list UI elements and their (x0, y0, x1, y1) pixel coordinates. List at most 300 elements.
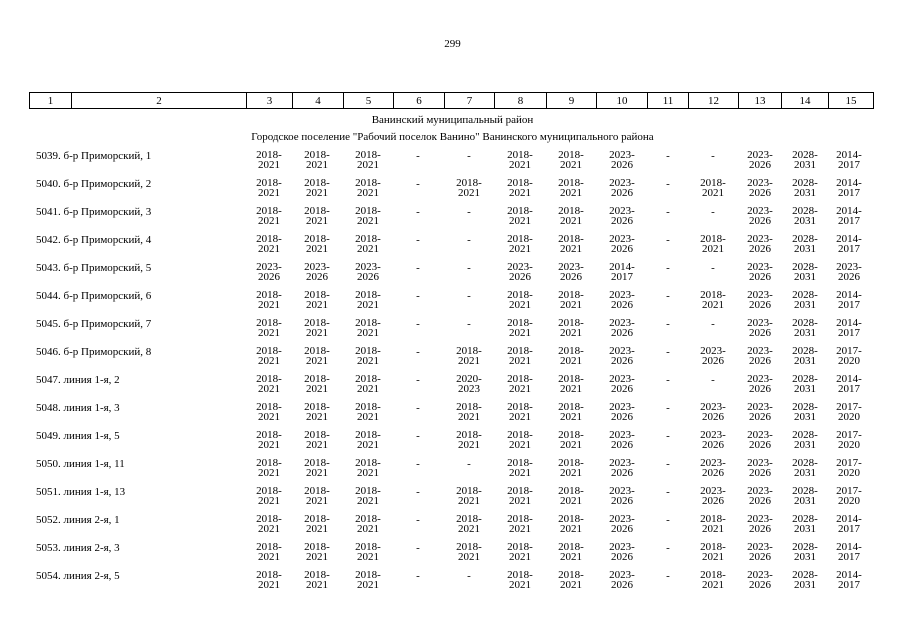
period-start: 2018- (558, 569, 584, 581)
period-start: 2018- (558, 457, 584, 469)
period-start: 2023- (747, 513, 773, 525)
cell-col-5 (346, 514, 390, 534)
period-start: 2028- (792, 289, 818, 301)
period-end: 2021 (458, 411, 480, 423)
period-start: 2018- (355, 401, 381, 413)
cell-col-7 (447, 150, 491, 162)
cell-col-6 (396, 262, 440, 274)
cell-col-10 (600, 402, 644, 422)
cell-col-3 (247, 570, 291, 590)
period-end: 2021 (509, 439, 531, 451)
row-number: 5054. (36, 570, 61, 582)
row-number: 5043. (36, 262, 61, 274)
period-start: 2017- (836, 429, 862, 441)
period-start: - (416, 486, 420, 498)
period-start: - (416, 346, 420, 358)
row-number: 5047. (36, 374, 61, 386)
period-start: 2023- (747, 261, 773, 273)
period-start: 2023- (747, 317, 773, 329)
cell-col-3 (247, 234, 291, 254)
row-name: б-р Приморский, 5 (63, 262, 152, 274)
cell-col-4 (295, 374, 339, 394)
cell-col-3 (247, 178, 291, 198)
cell-col-5 (346, 290, 390, 310)
header-col-5: 5 (344, 93, 394, 109)
period-start: - (416, 402, 420, 414)
period-end: 2026 (749, 159, 771, 171)
cell-col-12 (691, 150, 735, 162)
cell-col-13 (738, 206, 782, 226)
period-end: 2021 (306, 383, 328, 395)
period-end: 2021 (258, 439, 280, 451)
period-end: 2026 (838, 271, 860, 283)
period-end: 2021 (560, 215, 582, 227)
period-start: 2017- (836, 457, 862, 469)
period-end: 2026 (611, 355, 633, 367)
cell-col-5 (346, 374, 390, 394)
period-start: 2023- (609, 177, 635, 189)
cell-col-9 (549, 458, 593, 478)
cell-col-14 (783, 262, 827, 282)
period-start: 2018- (558, 177, 584, 189)
period-start: 2018- (558, 373, 584, 385)
period-start: 2018- (700, 541, 726, 553)
period-start: - (416, 150, 420, 162)
period-end: 2021 (306, 243, 328, 255)
cell-col-13 (738, 262, 782, 282)
cell-col-6 (396, 234, 440, 246)
period-start: 2014- (836, 205, 862, 217)
cell-col-8 (498, 430, 542, 450)
cell-col-8 (498, 402, 542, 422)
cell-col-3 (247, 514, 291, 534)
cell-col-6 (396, 486, 440, 498)
period-start: 2018- (355, 541, 381, 553)
period-end: 2021 (357, 243, 379, 255)
period-end: 2021 (357, 411, 379, 423)
row-name: б-р Приморский, 7 (63, 318, 152, 330)
cell-col-12 (691, 206, 735, 218)
row-address (36, 570, 120, 582)
cell-col-12 (691, 458, 735, 478)
period-start: 2018- (304, 289, 330, 301)
period-end: 2021 (258, 243, 280, 255)
period-start: 2014- (836, 317, 862, 329)
period-end: 2021 (560, 159, 582, 171)
cell-col-4 (295, 178, 339, 198)
period-start: - (416, 514, 420, 526)
period-start: 2018- (355, 429, 381, 441)
header-col-6: 6 (394, 93, 445, 109)
cell-col-13 (738, 430, 782, 450)
period-end: 2031 (794, 383, 816, 395)
cell-col-10 (600, 430, 644, 450)
period-end: 2026 (749, 383, 771, 395)
period-start: 2023- (609, 345, 635, 357)
period-start: 2018- (304, 513, 330, 525)
period-start: - (467, 206, 471, 218)
cell-col-8 (498, 486, 542, 506)
period-end: 2026 (702, 411, 724, 423)
cell-col-15 (827, 514, 871, 534)
row-address (36, 458, 125, 470)
period-start: - (416, 234, 420, 246)
period-end: 2031 (794, 495, 816, 507)
cell-col-11 (646, 486, 690, 498)
table-row (29, 374, 873, 402)
period-end: 2021 (509, 327, 531, 339)
period-start: - (711, 318, 715, 330)
cell-col-12 (691, 570, 735, 590)
period-start: 2017- (836, 485, 862, 497)
cell-col-10 (600, 290, 644, 310)
cell-col-15 (827, 206, 871, 226)
cell-col-11 (646, 178, 690, 190)
period-start: 2018- (256, 429, 282, 441)
period-end: 2017 (838, 551, 860, 563)
period-start: 2028- (792, 485, 818, 497)
cell-col-9 (549, 570, 593, 590)
period-end: 2017 (838, 579, 860, 591)
cell-col-3 (247, 402, 291, 422)
period-start: 2014- (836, 289, 862, 301)
period-start: 2018- (507, 317, 533, 329)
period-start: 2028- (792, 177, 818, 189)
period-start: - (711, 262, 715, 274)
cell-col-6 (396, 570, 440, 582)
period-start: 2018- (700, 513, 726, 525)
period-end: 2021 (458, 355, 480, 367)
period-start: 2018- (256, 541, 282, 553)
table-row (29, 402, 873, 430)
period-start: - (666, 262, 670, 274)
period-start: - (666, 318, 670, 330)
period-start: 2028- (792, 541, 818, 553)
period-end: 2021 (258, 215, 280, 227)
period-end: 2021 (306, 523, 328, 535)
cell-col-15 (827, 458, 871, 478)
period-start: 2023- (700, 485, 726, 497)
period-start: 2023- (747, 289, 773, 301)
period-end: 2031 (794, 467, 816, 479)
period-end: 2021 (306, 299, 328, 311)
period-start: 2014- (836, 513, 862, 525)
period-start: 2023- (609, 205, 635, 217)
row-number: 5046. (36, 346, 61, 358)
period-end: 2021 (560, 579, 582, 591)
cell-col-12 (691, 542, 735, 562)
period-end: 2021 (509, 187, 531, 199)
cell-col-3 (247, 458, 291, 478)
period-start: 2023- (700, 457, 726, 469)
table-row (29, 206, 873, 234)
period-start: 2023- (747, 485, 773, 497)
period-end: 2021 (357, 439, 379, 451)
cell-col-9 (549, 374, 593, 394)
period-start: 2018- (256, 205, 282, 217)
period-start: 2018- (355, 513, 381, 525)
period-end: 2026 (749, 215, 771, 227)
period-end: 2021 (357, 495, 379, 507)
cell-col-5 (346, 234, 390, 254)
period-end: 2020 (838, 495, 860, 507)
period-start: 2023- (700, 345, 726, 357)
column-number-header (29, 92, 874, 109)
period-end: 2020 (838, 439, 860, 451)
cell-col-4 (295, 486, 339, 506)
period-end: 2026 (749, 327, 771, 339)
period-end: 2021 (560, 411, 582, 423)
period-start: 2018- (256, 569, 282, 581)
cell-col-9 (549, 346, 593, 366)
period-start: 2018- (304, 177, 330, 189)
cell-col-12 (691, 374, 735, 386)
cell-col-13 (738, 346, 782, 366)
period-end: 2021 (509, 411, 531, 423)
period-start: 2018- (355, 149, 381, 161)
row-address (36, 234, 151, 246)
cell-col-13 (738, 542, 782, 562)
cell-col-11 (646, 262, 690, 274)
cell-col-11 (646, 514, 690, 526)
cell-col-4 (295, 318, 339, 338)
period-start: 2018- (304, 205, 330, 217)
row-number: 5045. (36, 318, 61, 330)
cell-col-4 (295, 430, 339, 450)
period-end: 2021 (458, 187, 480, 199)
period-start: - (666, 486, 670, 498)
row-number: 5050. (36, 458, 61, 470)
period-end: 2021 (509, 523, 531, 535)
period-start: 2023- (747, 149, 773, 161)
period-end: 2021 (258, 467, 280, 479)
period-start: - (416, 206, 420, 218)
cell-col-12 (691, 514, 735, 534)
cell-col-10 (600, 542, 644, 562)
row-name: линия 1-я, 2 (63, 374, 120, 386)
period-end: 2026 (357, 271, 379, 283)
cell-col-14 (783, 430, 827, 450)
cell-col-6 (396, 178, 440, 190)
period-start: 2023- (609, 541, 635, 553)
period-start: - (666, 430, 670, 442)
cell-col-3 (247, 542, 291, 562)
period-end: 2021 (509, 551, 531, 563)
cell-col-6 (396, 430, 440, 442)
row-number: 5051. (36, 486, 61, 498)
cell-col-5 (346, 262, 390, 282)
period-end: 2021 (357, 215, 379, 227)
period-end: 2031 (794, 243, 816, 255)
cell-col-15 (827, 542, 871, 562)
period-end: 2021 (509, 299, 531, 311)
cell-col-13 (738, 570, 782, 590)
period-end: 2021 (357, 579, 379, 591)
row-number: 5049. (36, 430, 61, 442)
period-end: 2021 (560, 383, 582, 395)
period-start: 2023- (507, 261, 533, 273)
period-start: 2023- (609, 373, 635, 385)
period-start: 2023- (355, 261, 381, 273)
row-address (36, 402, 120, 414)
cell-col-7 (447, 430, 491, 450)
period-end: 2021 (560, 439, 582, 451)
cell-col-3 (247, 346, 291, 366)
period-start: 2018- (355, 345, 381, 357)
period-end: 2026 (611, 159, 633, 171)
cell-col-9 (549, 290, 593, 310)
period-start: 2018- (304, 485, 330, 497)
period-end: 2021 (258, 523, 280, 535)
period-end: 2021 (258, 299, 280, 311)
cell-col-4 (295, 262, 339, 282)
cell-col-13 (738, 402, 782, 422)
cell-col-5 (346, 486, 390, 506)
period-start: 2018- (507, 177, 533, 189)
period-end: 2021 (560, 355, 582, 367)
period-start: 2028- (792, 233, 818, 245)
period-end: 2026 (611, 579, 633, 591)
row-address (36, 262, 151, 274)
period-start: - (416, 374, 420, 386)
period-end: 2021 (702, 579, 724, 591)
row-name: линия 1-я, 5 (63, 430, 120, 442)
period-end: 2031 (794, 215, 816, 227)
cell-col-13 (738, 458, 782, 478)
cell-col-9 (549, 234, 593, 254)
period-end: 2017 (838, 187, 860, 199)
period-end: 2026 (258, 271, 280, 283)
period-start: 2018- (256, 177, 282, 189)
row-name: б-р Приморский, 4 (63, 234, 152, 246)
period-end: 2017 (838, 299, 860, 311)
cell-col-8 (498, 318, 542, 338)
cell-col-4 (295, 570, 339, 590)
period-start: 2020- (456, 373, 482, 385)
period-end: 2026 (611, 411, 633, 423)
period-start: 2023- (256, 261, 282, 273)
period-end: 2021 (258, 383, 280, 395)
cell-col-4 (295, 402, 339, 422)
period-end: 2021 (357, 467, 379, 479)
period-start: - (467, 290, 471, 302)
period-start: - (666, 234, 670, 246)
period-start: 2018- (304, 541, 330, 553)
period-start: 2023- (609, 233, 635, 245)
period-start: 2023- (609, 457, 635, 469)
period-end: 2021 (702, 243, 724, 255)
period-start: 2018- (456, 345, 482, 357)
period-end: 2021 (306, 439, 328, 451)
cell-col-12 (691, 290, 735, 310)
period-end: 2021 (357, 383, 379, 395)
period-end: 2026 (611, 467, 633, 479)
period-start: 2023- (747, 177, 773, 189)
table-row (29, 430, 873, 458)
period-end: 2021 (509, 579, 531, 591)
period-start: 2018- (256, 485, 282, 497)
cell-col-15 (827, 318, 871, 338)
cell-col-3 (247, 150, 291, 170)
data-rows (29, 150, 873, 598)
period-start: 2018- (456, 485, 482, 497)
cell-col-13 (738, 150, 782, 170)
period-start: 2028- (792, 261, 818, 273)
period-start: - (416, 262, 420, 274)
period-start: - (666, 374, 670, 386)
cell-col-14 (783, 486, 827, 506)
header-col-12: 12 (689, 93, 739, 109)
period-start: 2018- (256, 149, 282, 161)
cell-col-8 (498, 206, 542, 226)
period-start: 2018- (355, 457, 381, 469)
table-row (29, 514, 873, 542)
period-start: - (416, 430, 420, 442)
row-address (36, 374, 120, 386)
cell-col-9 (549, 542, 593, 562)
cell-col-9 (549, 206, 593, 226)
period-end: 2020 (838, 467, 860, 479)
period-end: 2026 (611, 523, 633, 535)
period-start: - (467, 318, 471, 330)
period-start: 2018- (355, 177, 381, 189)
period-end: 2026 (749, 243, 771, 255)
period-start: 2028- (792, 149, 818, 161)
period-end: 2017 (838, 327, 860, 339)
page-number: 299 (444, 38, 461, 50)
cell-col-15 (827, 402, 871, 422)
period-end: 2021 (258, 187, 280, 199)
cell-col-5 (346, 402, 390, 422)
header-col-8: 8 (495, 93, 547, 109)
period-start: 2018- (304, 317, 330, 329)
row-name: линия 2-я, 1 (63, 514, 120, 526)
period-end: 2026 (611, 383, 633, 395)
cell-col-15 (827, 430, 871, 450)
period-start: 2023- (700, 429, 726, 441)
period-start: 2018- (558, 205, 584, 217)
period-start: - (666, 290, 670, 302)
row-name: линия 1-я, 3 (63, 402, 120, 414)
period-end: 2026 (702, 439, 724, 451)
period-start: 2018- (355, 233, 381, 245)
period-start: 2018- (700, 289, 726, 301)
period-start: 2023- (609, 401, 635, 413)
period-start: 2018- (507, 569, 533, 581)
cell-col-10 (600, 514, 644, 534)
period-end: 2026 (749, 355, 771, 367)
cell-col-10 (600, 150, 644, 170)
settlement-title: Городское поселение "Рабочий поселок Ванино" Ванинского муниципального района (251, 131, 654, 143)
period-end: 2021 (258, 411, 280, 423)
cell-col-5 (346, 346, 390, 366)
period-end: 2020 (838, 411, 860, 423)
period-end: 2021 (560, 551, 582, 563)
header-col-7: 7 (445, 93, 495, 109)
cell-col-7 (447, 570, 491, 582)
period-end: 2026 (509, 271, 531, 283)
period-start: 2018- (558, 149, 584, 161)
cell-col-8 (498, 374, 542, 394)
cell-col-7 (447, 234, 491, 246)
period-end: 2021 (509, 355, 531, 367)
period-end: 2021 (458, 439, 480, 451)
row-address (36, 430, 120, 442)
header-col-15: 15 (829, 93, 874, 109)
period-start: 2028- (792, 373, 818, 385)
cell-col-8 (498, 514, 542, 534)
cell-col-13 (738, 486, 782, 506)
